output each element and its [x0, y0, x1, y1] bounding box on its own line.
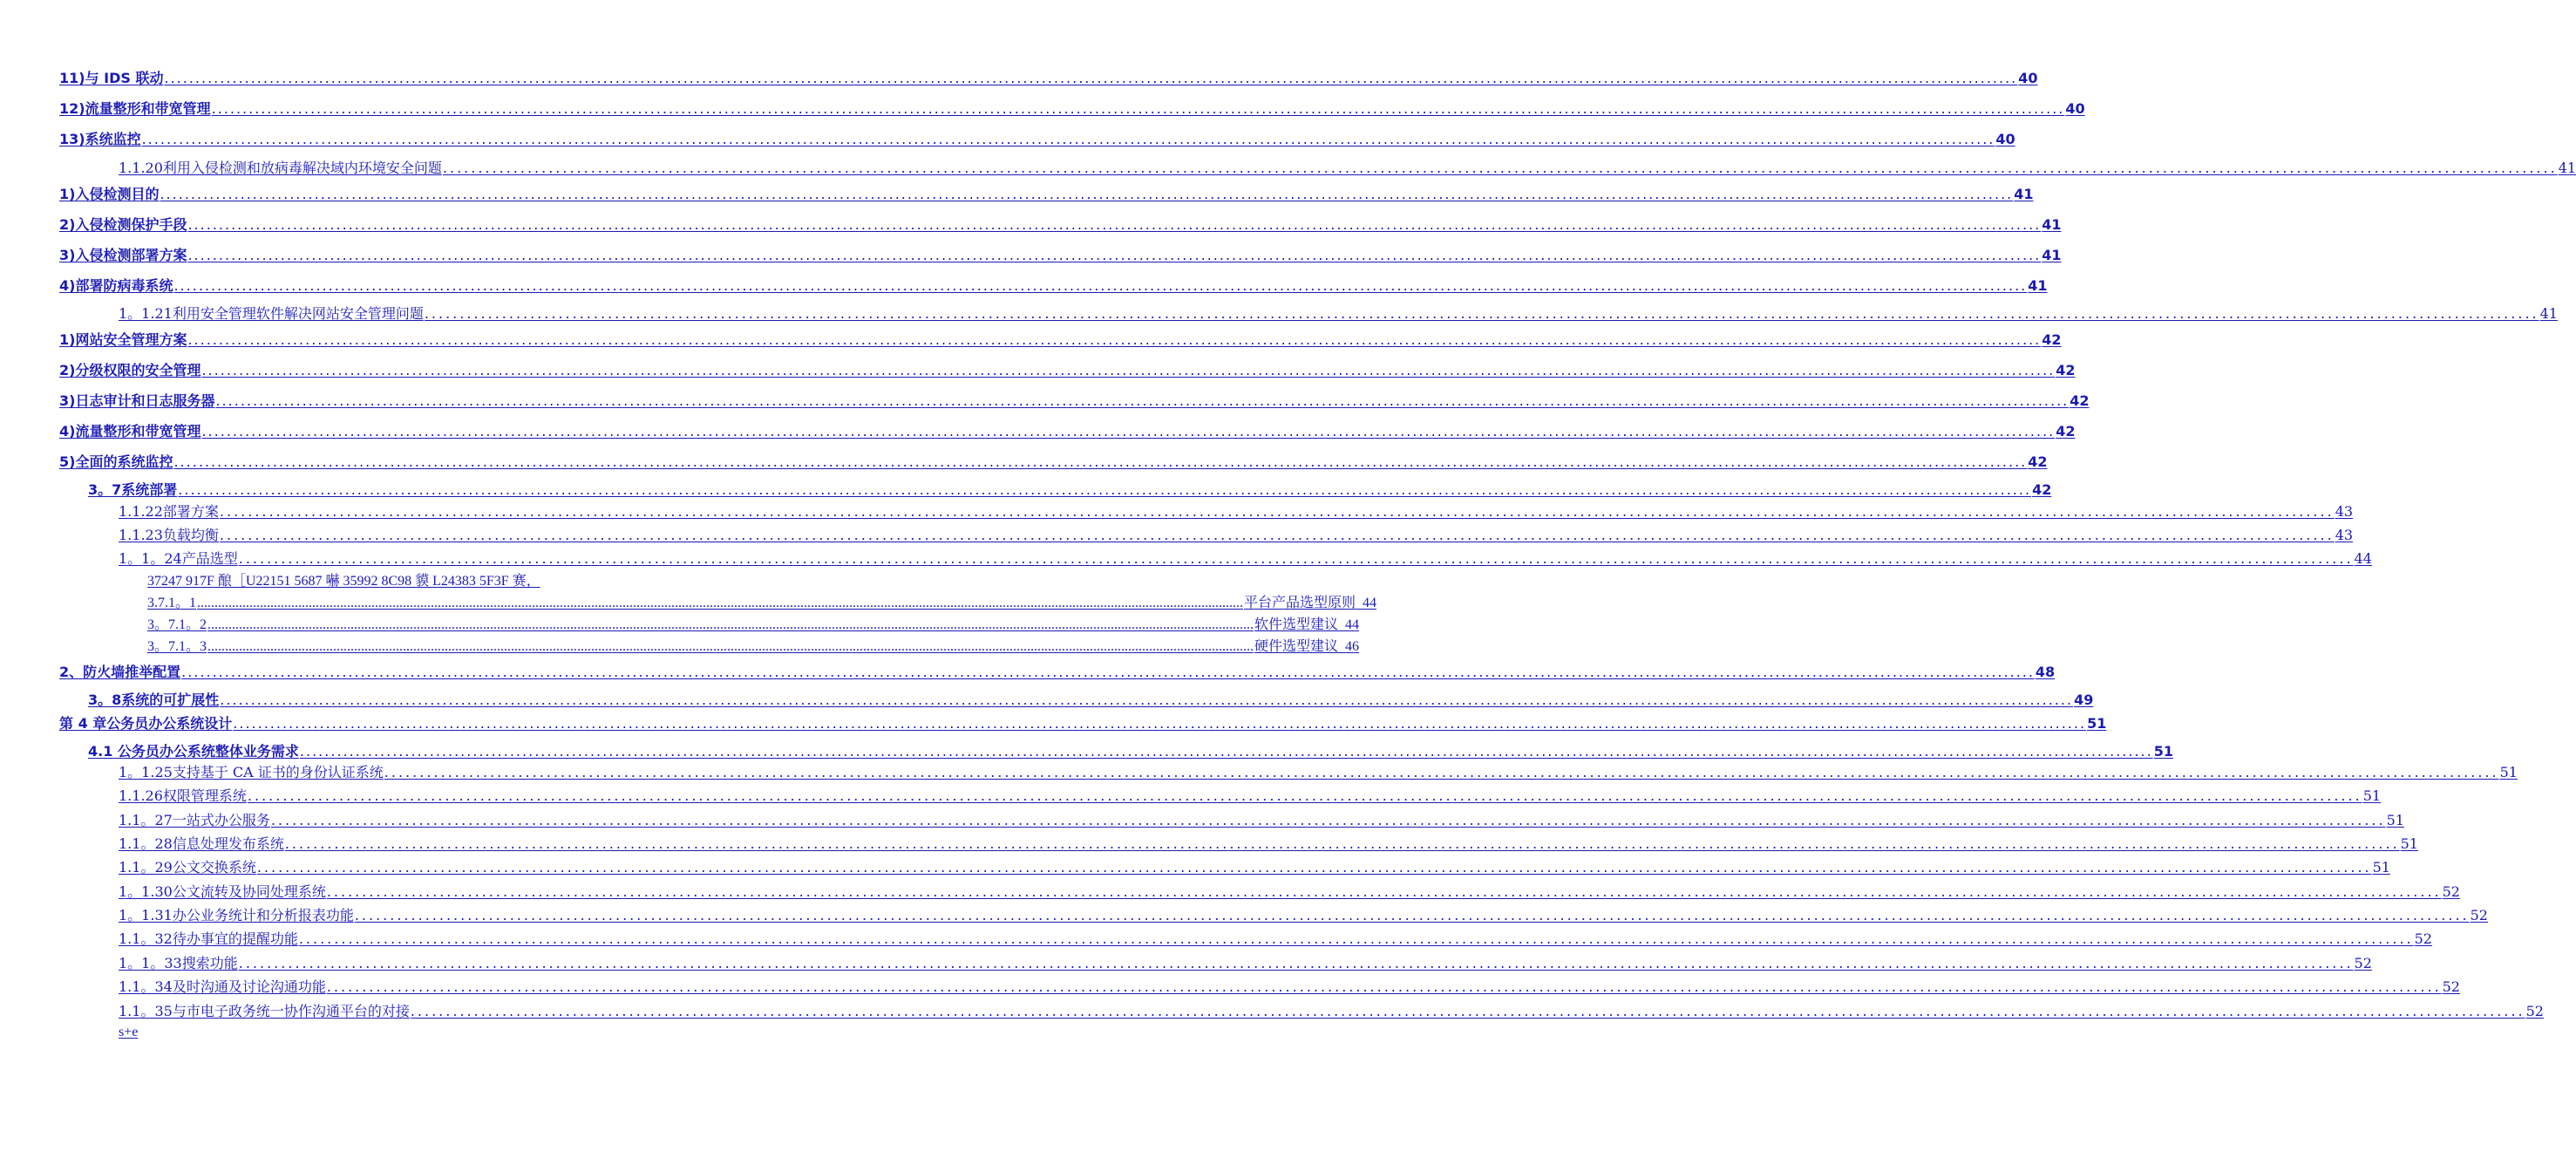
- toc-page-number: 44: [1363, 596, 1377, 610]
- toc-page-number: 44: [2354, 550, 2372, 567]
- toc-entry-title: 办公业务统计和分析报表功能: [172, 907, 354, 923]
- toc-entry[interactable]: [119, 881, 2460, 901]
- toc-entry[interactable]: [59, 275, 2048, 295]
- toc-page-number: 51: [2153, 743, 2173, 760]
- toc-dot-leader: ............................................................................................................................................................................................................................................................................................................: [238, 955, 2354, 971]
- toc-entry-number: 2): [59, 216, 76, 233]
- toc-page-number: 52: [2442, 978, 2460, 995]
- toc-dot-leader: ............................................................................................................................................................................................................................................................................................................: [424, 305, 2539, 322]
- toc-entry[interactable]: [59, 183, 2034, 203]
- toc-entry[interactable]: [59, 329, 2062, 349]
- toc-page-number: 52: [2442, 883, 2460, 900]
- toc-entry-title: 4.1 公务员办公系统整体业务需求: [88, 743, 299, 760]
- toc-entry-title: 日志审计和日志服务器: [75, 392, 215, 409]
- toc-entry-title: 入侵检测保护手段: [75, 216, 187, 233]
- toc-entry[interactable]: [147, 613, 1360, 633]
- toc-entry[interactable]: [119, 833, 2418, 853]
- toc-entry-number: 3.7.1。1: [147, 596, 197, 610]
- toc-entry-number: 4): [59, 423, 76, 440]
- toc-entry-title: 公文流转及协同处理系统: [172, 883, 326, 900]
- toc-entry-number: 4): [59, 277, 76, 294]
- toc-entry[interactable]: [59, 451, 2048, 471]
- toc-entry-title: 与市电子政务统一协作沟通平台的对接: [172, 1003, 410, 1019]
- toc-page-number: 48: [2035, 664, 2056, 680]
- toc-entry[interactable]: [119, 976, 2460, 996]
- toc-page-number: 42: [2070, 392, 2090, 409]
- toc-entry-number: 5): [59, 453, 76, 470]
- toc-dot-leader: ............................................................................................................................................................................................................................................................................................................: [173, 453, 2028, 470]
- toc-entry-title: 入侵检测目的: [75, 186, 160, 202]
- toc-entry-title: 2、防火墙推举配置: [59, 664, 181, 680]
- toc-entry-number: 1.1。34: [119, 978, 173, 995]
- toc-entry[interactable]: [59, 420, 2076, 440]
- toc-entry-title: 网站安全管理方案: [75, 331, 187, 348]
- toc-entry[interactable]: [147, 635, 1360, 655]
- toc-page-number: 41: [2042, 247, 2062, 263]
- toc-entry-title: 入侵检测部署方案: [75, 247, 187, 263]
- toc-page-number: 40: [2065, 100, 2085, 117]
- toc-entry-number: 11): [59, 70, 85, 86]
- toc-page-number: 43: [2335, 527, 2354, 543]
- toc-dot-leader: ............................................................................................................................................................................................................................................................................................................: [299, 743, 2153, 760]
- toc-entry-number: 1。1.31: [119, 907, 173, 923]
- toc-page-number: 41: [2042, 216, 2062, 233]
- toc-entry-number: 13): [59, 131, 85, 147]
- toc-dot-leader: ............................................................................................................................................................................................................................................................................................................: [219, 503, 2335, 520]
- toc-page-number: 41: [2014, 186, 2034, 202]
- toc-page-number: 51: [2372, 859, 2390, 876]
- toc-entry-title: 利用入侵检测和放病毒解决域内环境安全问题: [162, 160, 442, 176]
- toc-entry-title: 平台产品选型原则: [1244, 596, 1356, 610]
- toc-page-number: 52: [2525, 1003, 2544, 1019]
- toc-dot-leader: ............................................................................................................................................................................................................................................................................................................: [238, 550, 2354, 567]
- toc-spacer: [1338, 639, 1345, 655]
- toc-dot-leader: ............................................................................................................................................................................................................................................................................................................: [298, 930, 2414, 947]
- toc-page-number: 51: [2400, 835, 2418, 852]
- toc-text-line[interactable]: s+e: [119, 1025, 139, 1039]
- toc-entry-number: 2): [59, 362, 76, 378]
- toc-entry[interactable]: [59, 244, 2062, 264]
- toc-spacer: [1356, 596, 1363, 611]
- toc-page-number: 42: [2032, 481, 2052, 498]
- toc-entry[interactable]: [119, 501, 2354, 521]
- toc-dot-leader: ............................................................................................................................................................................................................................................................................................................: [181, 664, 2035, 680]
- toc-page-number: 42: [2028, 453, 2048, 470]
- toc-entry-title: 及时沟通及讨论沟通功能: [172, 978, 326, 995]
- toc-entry[interactable]: [119, 303, 2558, 323]
- toc-dot-leader: ............................................................................................................................................................................................................................................................................................................: [354, 907, 2470, 923]
- toc-page-number: 52: [2414, 930, 2432, 947]
- toc-dot-leader: ............................................................................................................................................................................................................................................................................................................: [442, 160, 2558, 176]
- toc-page-number: 40: [1995, 131, 2015, 147]
- toc-dot-leader: ............................................................................................................................................................................................................................................................................................................: [164, 70, 2018, 86]
- toc-entry[interactable]: [59, 390, 2090, 410]
- toc-entry-title: 负载均衡: [162, 527, 219, 543]
- toc-entry-title: 产品选型: [181, 550, 238, 567]
- toc-entry-number: 1。1.25: [119, 764, 173, 780]
- toc-dot-leader: ............................................................................................................................................................................................................................................................................................................: [326, 978, 2442, 995]
- toc-dot-leader: ............................................................................................................................................................................................................................................................................................................: [207, 617, 1254, 632]
- toc-page-number: 51: [2499, 764, 2518, 780]
- toc-entry-number: 1): [59, 186, 76, 202]
- toc-dot-leader: ............................................................................................................................................................................................................................................................................................................: [384, 764, 2499, 780]
- toc-entry-number: 3。7.1。3: [147, 639, 207, 654]
- toc-page-number: 41: [2028, 277, 2048, 294]
- toc-entry-number: 1.1。28: [119, 835, 173, 852]
- toc-entry[interactable]: [119, 952, 2372, 972]
- toc-entry-title: 待办事宜的提醒功能: [172, 930, 298, 947]
- toc-page-number: 42: [2042, 331, 2062, 348]
- toc-page-number: 51: [2386, 812, 2404, 828]
- toc-entry-title: 软件选型建议: [1254, 617, 1339, 632]
- toc-dot-leader: ............................................................................................................................................................................................................................................................................................................: [256, 859, 2372, 876]
- toc-entry-title: 硬件选型建议: [1254, 639, 1339, 654]
- toc-page-number: 51: [2087, 715, 2107, 732]
- toc-entry[interactable]: [59, 67, 2038, 87]
- toc-entry-number: 1.1.23: [119, 527, 163, 543]
- toc-entry[interactable]: [59, 98, 2085, 118]
- toc-page-number: 52: [2470, 907, 2488, 923]
- toc-entry[interactable]: [59, 712, 2107, 732]
- toc-entry[interactable]: [119, 809, 2404, 829]
- toc-dot-leader: ............................................................................................................................................................................................................................................................................................................: [201, 362, 2056, 378]
- toc-entry-title: 利用安全管理软件解决网站安全管理问题: [172, 305, 424, 322]
- toc-dot-leader: ............................................................................................................................................................................................................................................................................................................: [197, 596, 1244, 610]
- toc-entry[interactable]: [119, 856, 2390, 876]
- toc-entry-title: 部署防病毒系统: [75, 277, 173, 294]
- toc-dot-leader: ............................................................................................................................................................................................................................................................................................................: [141, 131, 1995, 147]
- toc-dot-leader: ............................................................................................................................................................................................................................................................................................................: [219, 527, 2335, 543]
- toc-dot-leader: ............................................................................................................................................................................................................................................................................................................: [187, 247, 2042, 263]
- toc-entry-title: 流量整形和带宽管理: [75, 423, 201, 440]
- toc-entry[interactable]: [119, 524, 2354, 544]
- toc-entry[interactable]: [119, 785, 2382, 805]
- toc-entry-number: 3): [59, 392, 76, 409]
- toc-entry-title: 一站式办公服务: [172, 812, 270, 828]
- toc-page-number: 43: [2335, 503, 2354, 520]
- toc-entry-title: 权限管理系统: [162, 787, 247, 804]
- toc-entry-number: 1.1。29: [119, 859, 173, 876]
- toc-entry-title: 第 4 章公务员办公系统设计: [59, 715, 233, 732]
- toc-entry-title: 全面的系统监控: [75, 453, 173, 470]
- toc-entry-title: 公文交换系统: [172, 859, 256, 876]
- toc-entry-number: 1.1.26: [119, 787, 163, 804]
- toc-entry[interactable]: [88, 740, 2173, 760]
- toc-entry-number: 1。1.30: [119, 883, 173, 900]
- toc-entry[interactable]: [59, 214, 2062, 234]
- toc-page-number: 40: [2018, 70, 2038, 86]
- toc-entry-title: 支持基于 CA 证书的身份认证系统: [172, 764, 384, 780]
- toc-spacer: [1338, 617, 1345, 633]
- toc-entry-number: 1.1.22: [119, 503, 163, 520]
- toc-dot-leader: ............................................................................................................................................................................................................................................................................................................: [220, 692, 2074, 708]
- toc-dot-leader: ............................................................................................................................................................................................................................................................................................................: [211, 100, 2065, 117]
- toc-entry[interactable]: [88, 479, 2052, 499]
- toc-dot-leader: ............................................................................................................................................................................................................................................................................................................: [178, 481, 2032, 498]
- toc-page-number: 51: [2362, 787, 2382, 804]
- toc-entry-title: 部署方案: [162, 503, 219, 520]
- toc-entry-number: 1.1。32: [119, 930, 173, 947]
- toc-entry-number: 12): [59, 100, 85, 117]
- toc-entry[interactable]: [59, 661, 2056, 681]
- toc-entry-title: 信息处理发布系统: [172, 835, 284, 852]
- toc-dot-leader: ............................................................................................................................................................................................................................................................................................................: [187, 331, 2042, 348]
- toc-page-number: 52: [2354, 955, 2372, 971]
- toc-entry-number: 1。1.21: [119, 305, 173, 322]
- toc-entry-title: 分级权限的安全管理: [75, 362, 201, 378]
- toc-page-number: 41: [2558, 160, 2576, 176]
- toc-page-number: 42: [2056, 423, 2076, 440]
- toc-dot-leader: ............................................................................................................................................................................................................................................................................................................: [326, 883, 2442, 900]
- toc-page-number: 46: [1345, 639, 1360, 654]
- toc-entry-title: 流量整形和带宽管理: [85, 100, 211, 117]
- toc-text-line[interactable]: 37247 917F 酿［U22151 5687 嚇 35992 8C98 貘 L24383 5F3F 赛，: [147, 574, 540, 589]
- toc-entry[interactable]: [119, 904, 2488, 924]
- toc-dot-leader: ............................................................................................................................................................................................................................................................................................................: [410, 1003, 2525, 1019]
- toc-entry-number: 1.1。35: [119, 1003, 173, 1019]
- toc-entry-number: 1): [59, 331, 76, 348]
- toc-entry-number: 3。7.1。2: [147, 617, 207, 632]
- toc-dot-leader: ............................................................................................................................................................................................................................................................................................................: [160, 186, 2014, 202]
- toc-dot-leader: ............................................................................................................................................................................................................................................................................................................: [207, 639, 1254, 654]
- toc-entry[interactable]: [147, 591, 1377, 611]
- toc-entry-number: 1。1。33: [119, 955, 182, 971]
- toc-dot-leader: ............................................................................................................................................................................................................................................................................................................: [233, 715, 2087, 732]
- toc-entry[interactable]: [119, 548, 2372, 568]
- toc-dot-leader: ............................................................................................................................................................................................................................................................................................................: [270, 812, 2386, 828]
- toc-entry[interactable]: [59, 128, 2015, 148]
- toc-entry-title: 3。8系统的可扩展性: [88, 692, 220, 708]
- toc-dot-leader: ............................................................................................................................................................................................................................................................................................................: [247, 787, 2362, 804]
- toc-page-number: 49: [2074, 692, 2094, 708]
- toc-dot-leader: ............................................................................................................................................................................................................................................................................................................: [284, 835, 2400, 852]
- toc-entry[interactable]: [119, 1000, 2544, 1020]
- toc-dot-leader: ............................................................................................................................................................................................................................................................................................................: [215, 392, 2070, 409]
- toc-entry-title: 与 IDS 联动: [85, 70, 164, 86]
- toc-entry-number: 1.1。27: [119, 812, 173, 828]
- toc-entry-number: 1。1。24: [119, 550, 182, 567]
- toc-entry[interactable]: [88, 689, 2094, 709]
- toc-page-number: 44: [1345, 617, 1360, 632]
- toc-entry[interactable]: [119, 928, 2432, 948]
- toc-dot-leader: ............................................................................................................................................................................................................................................................................................................: [201, 423, 2056, 440]
- toc-entry-title: 3。7系统部署: [88, 481, 178, 498]
- toc-page-number: 41: [2539, 305, 2558, 322]
- toc-entry-number: 1.1.20: [119, 160, 163, 176]
- toc-page-number: 42: [2056, 362, 2076, 378]
- toc-entry[interactable]: [59, 359, 2076, 379]
- toc-entry-number: 3): [59, 247, 76, 263]
- toc-entry-title: 搜索功能: [181, 955, 238, 971]
- toc-entry-title: 系统监控: [85, 131, 141, 147]
- toc-entry[interactable]: [119, 157, 2576, 177]
- toc-dot-leader: ............................................................................................................................................................................................................................................................................................................: [173, 277, 2028, 294]
- toc-dot-leader: ............................................................................................................................................................................................................................................................................................................: [187, 216, 2042, 233]
- toc-entry[interactable]: [119, 761, 2518, 781]
